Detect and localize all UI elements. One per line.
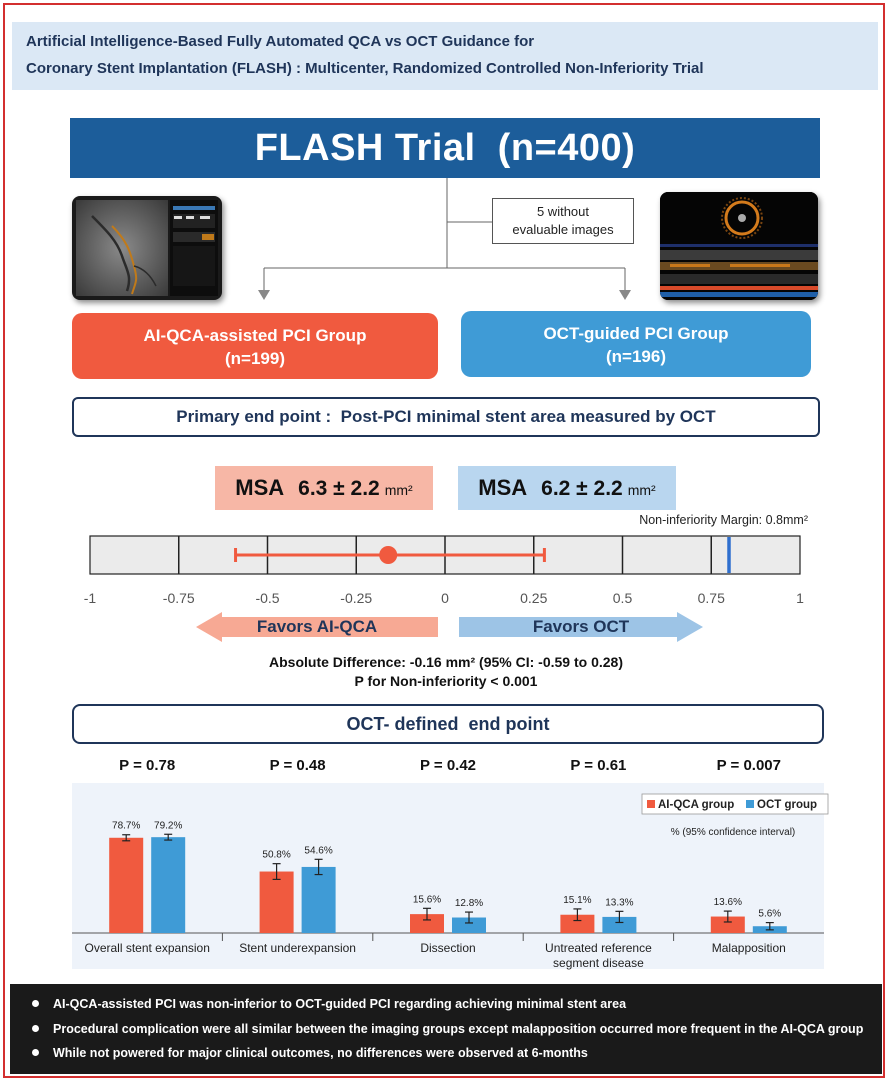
msa-ai-label: MSA xyxy=(235,475,285,500)
p-value-label: P = 0.42 xyxy=(419,757,477,774)
bullet-icon xyxy=(32,1025,39,1032)
noninferiority-margin-label: Non-inferiority Margin: 0.8mm² xyxy=(639,513,808,527)
p-value-label: P = 0.48 xyxy=(269,757,326,774)
legend-swatch-oct xyxy=(746,800,754,808)
title-line-2: Coronary Stent Implantation (FLASH) : Multicenter, Randomized Controlled Non-Inferiority Trial xyxy=(26,60,704,77)
forest-tick-label: -0.5 xyxy=(255,590,280,606)
absolute-difference: Absolute Difference: -0.16 mm² (95% CI: -0.59 to 0.28) xyxy=(269,654,623,670)
forest-tick-label: 0.25 xyxy=(520,590,548,606)
oct-endpoint-bar-chart xyxy=(0,780,892,980)
conclusion-1 xyxy=(32,997,626,1011)
forest-tick-label: -0.25 xyxy=(340,590,373,606)
bullet-icon xyxy=(32,1049,39,1056)
p-noninferiority: P for Non-inferiority < 0.001 xyxy=(354,673,538,689)
bar-value-label: 78.7% xyxy=(112,820,141,832)
exclusion-line-1: 5 without xyxy=(536,204,590,219)
oct-group-box xyxy=(461,311,811,377)
category-label: Untreated reference xyxy=(545,941,652,955)
bar-value-label: 13.6% xyxy=(713,897,742,909)
oct-endpoint-box xyxy=(72,704,824,744)
chart-legend xyxy=(642,794,828,814)
favors-ai-label: Favors AI-QCA xyxy=(256,617,378,636)
forest-tick-label: -1 xyxy=(83,590,97,606)
oct-group-name: OCT-guided PCI Group xyxy=(543,324,729,343)
conclusions-panel xyxy=(10,984,882,1074)
angiography-image xyxy=(72,196,222,300)
bar-value-label: 13.3% xyxy=(605,897,634,909)
oct-group-n: (n=196) xyxy=(606,347,666,366)
favors-oct-label: Favors OCT xyxy=(532,617,630,636)
primary-endpoint-box xyxy=(72,397,820,437)
title-line-1: Artificial Intelligence-Based Fully Automated QCA vs OCT Guidance for xyxy=(26,33,535,50)
bullet-icon xyxy=(32,1000,39,1007)
p-value-label: P = 0.61 xyxy=(570,757,627,774)
ai-qca-group-name: AI-QCA-assisted PCI Group xyxy=(143,326,367,345)
bar-value-label: 15.6% xyxy=(412,894,442,906)
category-label: Dissection xyxy=(420,941,476,955)
favors-ai-arrow xyxy=(196,612,438,642)
p-value-label: P = 0.007 xyxy=(716,757,781,774)
bar-value-label: 50.8% xyxy=(262,849,291,861)
primary-endpoint-text: Primary end point : Post-PCI minimal stent area measured by OCT xyxy=(176,407,716,426)
oct-endpoint-title: OCT- defined end point xyxy=(346,714,550,734)
bar-oct xyxy=(302,867,336,933)
point-estimate xyxy=(379,546,397,564)
conclusion-3 xyxy=(32,1046,588,1060)
ai-qca-group-n: (n=199) xyxy=(225,349,285,368)
bar-value-label: 5.6% xyxy=(758,908,782,920)
forest-tick-label: 0.5 xyxy=(612,590,633,606)
legend-label-ai-qca: AI-QCA group xyxy=(658,799,735,811)
forest-tick-label: 0 xyxy=(441,590,449,606)
conclusion-2 xyxy=(32,1022,863,1036)
bar-value-label: 15.1% xyxy=(563,894,592,906)
ai-qca-group-box xyxy=(72,313,438,379)
bar-value-label: 12.8% xyxy=(454,898,484,910)
msa-ai-box xyxy=(215,466,433,510)
legend-label-oct: OCT group xyxy=(757,799,818,811)
bar-oct xyxy=(151,837,185,933)
msa-oct-label: MSA xyxy=(478,475,528,500)
category-label: Stent underexpansion xyxy=(239,941,356,955)
category-label: Overall stent expansion xyxy=(84,941,210,955)
conclusion-2-text: Procedural complication were all similar between the imaging groups except malapposition occurred more frequent in the AI-QCA group xyxy=(53,1022,864,1036)
exclusion-line-2: evaluable images xyxy=(512,222,614,237)
legend-swatch-ai-qca xyxy=(647,800,655,808)
msa-ai-unit: mm² xyxy=(384,482,413,498)
oct-image xyxy=(660,192,818,300)
forest-tick-label: -0.75 xyxy=(162,590,195,606)
conclusion-3-text: While not powered for major clinical outcomes, no differences were observed at 6-months xyxy=(53,1046,588,1060)
trial-banner: FLASH Trial (n=400) xyxy=(70,118,820,178)
forest-tick-label: 0.75 xyxy=(697,590,725,606)
msa-ai-value: 6.3 ± 2.2 xyxy=(298,477,380,500)
ci-note: % (95% confidence interval) xyxy=(670,827,796,838)
bar-value-label: 79.2% xyxy=(154,820,183,832)
forest-tick-label: 1 xyxy=(796,590,804,606)
category-label: segment disease xyxy=(553,956,644,970)
bar-ai-qca xyxy=(260,872,294,933)
msa-oct-box xyxy=(458,466,676,510)
msa-oct-unit: mm² xyxy=(627,482,656,498)
conclusion-1-text: AI-QCA-assisted PCI was non-inferior to OCT-guided PCI regarding achieving minimal stent area xyxy=(53,997,627,1011)
bar-ai-qca xyxy=(109,838,143,933)
p-value-label: P = 0.78 xyxy=(119,757,176,774)
category-label: Malapposition xyxy=(711,941,786,955)
msa-oct-value: 6.2 ± 2.2 xyxy=(541,477,623,500)
bar-value-label: 54.6% xyxy=(304,845,333,857)
favors-oct-arrow xyxy=(459,612,703,642)
exclusion-note xyxy=(492,198,634,244)
